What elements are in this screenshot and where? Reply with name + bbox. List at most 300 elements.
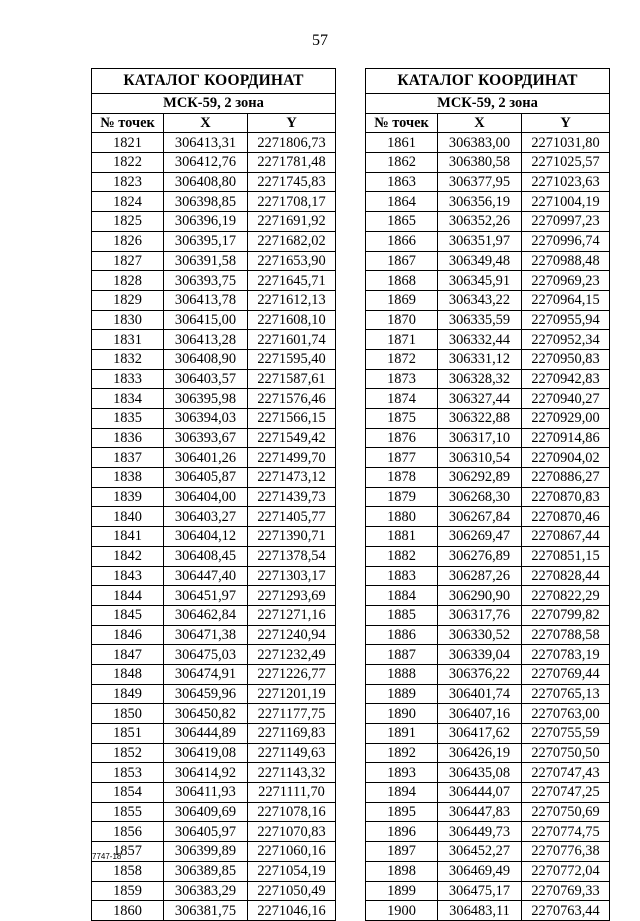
point-number-cell: 1882	[366, 546, 438, 566]
table-row	[92, 664, 336, 684]
y-coordinate-cell: 2270776,38	[522, 842, 610, 862]
table-row	[366, 349, 610, 369]
point-number-cell: 1821	[92, 133, 164, 153]
y-coordinate-cell: 2270955,94	[522, 310, 610, 330]
point-number-cell: 1848	[92, 664, 164, 684]
x-coordinate-cell: 306393,67	[164, 428, 248, 448]
y-coordinate-cell: 2270750,50	[522, 743, 610, 763]
column-header-y: Y	[248, 113, 336, 133]
table-row	[92, 389, 336, 409]
x-coordinate-cell: 306451,97	[164, 586, 248, 606]
y-coordinate-cell: 2271499,70	[248, 448, 336, 468]
point-number-cell: 1886	[366, 625, 438, 645]
table-row	[366, 389, 610, 409]
table-row	[366, 822, 610, 842]
point-number-cell: 1888	[366, 664, 438, 684]
x-coordinate-cell: 306405,87	[164, 468, 248, 488]
point-number-cell: 1880	[366, 507, 438, 527]
point-number-cell: 1891	[366, 724, 438, 744]
point-number-cell: 1859	[92, 881, 164, 901]
y-coordinate-cell: 2271025,57	[522, 153, 610, 173]
y-coordinate-cell: 2270772,04	[522, 861, 610, 881]
point-number-cell: 1871	[366, 330, 438, 350]
table-row	[366, 566, 610, 586]
point-number-cell: 1838	[92, 468, 164, 488]
table-row	[92, 546, 336, 566]
point-number-cell: 1839	[92, 487, 164, 507]
table-row	[92, 330, 336, 350]
x-coordinate-cell: 306317,10	[438, 428, 522, 448]
x-coordinate-cell: 306352,26	[438, 212, 522, 232]
x-coordinate-cell: 306330,52	[438, 625, 522, 645]
point-number-cell: 1836	[92, 428, 164, 448]
y-coordinate-cell: 2271031,80	[522, 133, 610, 153]
y-coordinate-cell: 2271601,74	[248, 330, 336, 350]
point-number-cell: 1896	[366, 822, 438, 842]
coordinate-catalog-table-right	[365, 68, 610, 921]
x-coordinate-cell: 306276,89	[438, 546, 522, 566]
y-coordinate-cell: 2271473,12	[248, 468, 336, 488]
y-coordinate-cell: 2271595,40	[248, 349, 336, 369]
point-number-cell: 1850	[92, 704, 164, 724]
point-number-cell: 1894	[366, 783, 438, 803]
point-number-cell: 1834	[92, 389, 164, 409]
y-coordinate-cell: 2271378,54	[248, 546, 336, 566]
y-coordinate-cell: 2271169,83	[248, 724, 336, 744]
y-coordinate-cell: 2271612,13	[248, 290, 336, 310]
point-number-cell: 1822	[92, 153, 164, 173]
table-row	[366, 802, 610, 822]
table-row	[366, 586, 610, 606]
y-coordinate-cell: 2271201,19	[248, 684, 336, 704]
y-coordinate-cell: 2270799,82	[522, 605, 610, 625]
table-row	[366, 487, 610, 507]
table-row	[92, 448, 336, 468]
y-coordinate-cell: 2271111,70	[248, 783, 336, 803]
y-coordinate-cell: 2271271,16	[248, 605, 336, 625]
table-row	[92, 468, 336, 488]
y-coordinate-cell: 2270851,15	[522, 546, 610, 566]
point-number-cell: 1892	[366, 743, 438, 763]
y-coordinate-cell: 2270950,83	[522, 349, 610, 369]
x-coordinate-cell: 306412,76	[164, 153, 248, 173]
y-coordinate-cell: 2271708,17	[248, 192, 336, 212]
y-coordinate-cell: 2270774,75	[522, 822, 610, 842]
y-coordinate-cell: 2270969,23	[522, 271, 610, 291]
column-header-x: X	[438, 113, 522, 133]
point-number-cell: 1851	[92, 724, 164, 744]
table-row	[366, 369, 610, 389]
table-row	[366, 290, 610, 310]
point-number-cell: 1866	[366, 231, 438, 251]
table-row	[92, 271, 336, 291]
table-row	[92, 704, 336, 724]
table-title: КАТАЛОГ КООРДИНАТ	[92, 69, 336, 94]
point-number-cell: 1893	[366, 763, 438, 783]
y-coordinate-cell: 2270763,44	[522, 901, 610, 921]
point-number-cell: 1853	[92, 763, 164, 783]
point-number-cell: 1828	[92, 271, 164, 291]
point-number-cell: 1879	[366, 487, 438, 507]
y-coordinate-cell: 2270788,58	[522, 625, 610, 645]
point-number-cell: 1863	[366, 172, 438, 192]
point-number-cell: 1889	[366, 684, 438, 704]
x-coordinate-cell: 306449,73	[438, 822, 522, 842]
x-coordinate-cell: 306345,91	[438, 271, 522, 291]
point-number-cell: 1875	[366, 409, 438, 429]
table-row	[92, 527, 336, 547]
x-coordinate-cell: 306475,03	[164, 645, 248, 665]
y-coordinate-cell: 2270750,69	[522, 802, 610, 822]
x-coordinate-cell: 306411,93	[164, 783, 248, 803]
y-coordinate-cell: 2271745,83	[248, 172, 336, 192]
x-coordinate-cell: 306322,88	[438, 409, 522, 429]
table-row	[366, 901, 610, 921]
point-number-cell: 1832	[92, 349, 164, 369]
x-coordinate-cell: 306389,85	[164, 861, 248, 881]
table-row	[92, 251, 336, 271]
point-number-cell: 1883	[366, 566, 438, 586]
table-row	[92, 822, 336, 842]
table-row	[366, 310, 610, 330]
x-coordinate-cell: 306267,84	[438, 507, 522, 527]
y-coordinate-cell: 2271645,71	[248, 271, 336, 291]
table-row	[92, 605, 336, 625]
y-coordinate-cell: 2270769,33	[522, 881, 610, 901]
y-coordinate-cell: 2270886,27	[522, 468, 610, 488]
point-number-cell: 1887	[366, 645, 438, 665]
y-coordinate-cell: 2271293,69	[248, 586, 336, 606]
x-coordinate-cell: 306317,76	[438, 605, 522, 625]
table-row	[92, 507, 336, 527]
point-number-cell: 1860	[92, 901, 164, 921]
y-coordinate-cell: 2271806,73	[248, 133, 336, 153]
y-coordinate-cell: 2271781,48	[248, 153, 336, 173]
y-coordinate-cell: 2270747,43	[522, 763, 610, 783]
x-coordinate-cell: 306401,74	[438, 684, 522, 704]
x-coordinate-cell: 306335,59	[438, 310, 522, 330]
x-coordinate-cell: 306404,12	[164, 527, 248, 547]
x-coordinate-cell: 306290,90	[438, 586, 522, 606]
x-coordinate-cell: 306398,85	[164, 192, 248, 212]
x-coordinate-cell: 306417,62	[438, 724, 522, 744]
y-coordinate-cell: 2271549,42	[248, 428, 336, 448]
y-coordinate-cell: 2270867,44	[522, 527, 610, 547]
y-coordinate-cell: 2270747,25	[522, 783, 610, 803]
x-coordinate-cell: 306413,31	[164, 133, 248, 153]
table-row	[92, 172, 336, 192]
point-number-cell: 1885	[366, 605, 438, 625]
y-coordinate-cell: 2271078,16	[248, 802, 336, 822]
point-number-cell: 1876	[366, 428, 438, 448]
point-number-cell: 1881	[366, 527, 438, 547]
column-header-x: X	[164, 113, 248, 133]
table-row	[92, 310, 336, 330]
table-row	[92, 842, 336, 862]
x-coordinate-cell: 306399,89	[164, 842, 248, 862]
table-row	[92, 724, 336, 744]
y-coordinate-cell: 2271390,71	[248, 527, 336, 547]
x-coordinate-cell: 306395,98	[164, 389, 248, 409]
x-coordinate-cell: 306383,00	[438, 133, 522, 153]
y-coordinate-cell: 2270870,83	[522, 487, 610, 507]
table-row	[366, 133, 610, 153]
y-coordinate-cell: 2270964,15	[522, 290, 610, 310]
point-number-cell: 1900	[366, 901, 438, 921]
table-row	[366, 251, 610, 271]
table-row	[92, 349, 336, 369]
point-number-cell: 1873	[366, 369, 438, 389]
x-coordinate-cell: 306419,08	[164, 743, 248, 763]
table-row	[92, 861, 336, 881]
point-number-cell: 1877	[366, 448, 438, 468]
table-row	[366, 546, 610, 566]
y-coordinate-cell: 2271143,32	[248, 763, 336, 783]
table-row	[366, 507, 610, 527]
y-coordinate-cell: 2271023,63	[522, 172, 610, 192]
point-number-cell: 1835	[92, 409, 164, 429]
table-row	[92, 133, 336, 153]
table-row	[92, 901, 336, 921]
y-coordinate-cell: 2270904,02	[522, 448, 610, 468]
table-body	[92, 133, 336, 921]
document-code: 7747-18	[92, 852, 122, 861]
y-coordinate-cell: 2271691,92	[248, 212, 336, 232]
y-coordinate-cell: 2270783,19	[522, 645, 610, 665]
x-coordinate-cell: 306377,95	[438, 172, 522, 192]
y-coordinate-cell: 2271177,75	[248, 704, 336, 724]
coordinate-catalog-table-left	[91, 68, 336, 921]
point-number-cell: 1868	[366, 271, 438, 291]
point-number-cell: 1878	[366, 468, 438, 488]
y-coordinate-cell: 2271576,46	[248, 389, 336, 409]
x-coordinate-cell: 306475,17	[438, 881, 522, 901]
y-coordinate-cell: 2271566,15	[248, 409, 336, 429]
y-coordinate-cell: 2271046,16	[248, 901, 336, 921]
table-row	[92, 802, 336, 822]
table-row	[92, 487, 336, 507]
x-coordinate-cell: 306435,08	[438, 763, 522, 783]
table-row	[366, 724, 610, 744]
table-row	[366, 212, 610, 232]
point-number-cell: 1849	[92, 684, 164, 704]
table-subtitle: МСК-59, 2 зона	[366, 94, 610, 114]
point-number-cell: 1846	[92, 625, 164, 645]
point-number-cell: 1869	[366, 290, 438, 310]
point-number-cell: 1844	[92, 586, 164, 606]
table-subtitle: МСК-59, 2 зона	[92, 94, 336, 114]
y-coordinate-cell: 2271439,73	[248, 487, 336, 507]
y-coordinate-cell: 2271050,49	[248, 881, 336, 901]
table-row	[366, 743, 610, 763]
x-coordinate-cell: 306459,96	[164, 684, 248, 704]
table-row	[366, 664, 610, 684]
table-row	[366, 428, 610, 448]
x-coordinate-cell: 306483,11	[438, 901, 522, 921]
point-number-cell: 1864	[366, 192, 438, 212]
point-number-cell: 1872	[366, 349, 438, 369]
x-coordinate-cell: 306394,03	[164, 409, 248, 429]
y-coordinate-cell: 2271149,63	[248, 743, 336, 763]
y-coordinate-cell: 2270870,46	[522, 507, 610, 527]
table-row	[92, 212, 336, 232]
x-coordinate-cell: 306391,58	[164, 251, 248, 271]
table-row	[92, 763, 336, 783]
table-row	[366, 172, 610, 192]
y-coordinate-cell: 2270996,74	[522, 231, 610, 251]
point-number-cell: 1852	[92, 743, 164, 763]
table-row	[366, 704, 610, 724]
table-row	[366, 625, 610, 645]
point-number-cell: 1823	[92, 172, 164, 192]
table-row	[92, 743, 336, 763]
point-number-cell: 1895	[366, 802, 438, 822]
table-row	[366, 527, 610, 547]
table-row	[92, 369, 336, 389]
table-row	[366, 783, 610, 803]
x-coordinate-cell: 306444,89	[164, 724, 248, 744]
y-coordinate-cell: 2271587,61	[248, 369, 336, 389]
point-number-cell: 1897	[366, 842, 438, 862]
y-coordinate-cell: 2270828,44	[522, 566, 610, 586]
x-coordinate-cell: 306403,57	[164, 369, 248, 389]
x-coordinate-cell: 306380,58	[438, 153, 522, 173]
x-coordinate-cell: 306404,00	[164, 487, 248, 507]
x-coordinate-cell: 306414,92	[164, 763, 248, 783]
x-coordinate-cell: 306447,40	[164, 566, 248, 586]
x-coordinate-cell: 306268,30	[438, 487, 522, 507]
table-row	[366, 231, 610, 251]
table-row	[366, 448, 610, 468]
point-number-cell: 1884	[366, 586, 438, 606]
table-row	[366, 409, 610, 429]
y-coordinate-cell: 2271226,77	[248, 664, 336, 684]
y-coordinate-cell: 2271060,16	[248, 842, 336, 862]
x-coordinate-cell: 306444,07	[438, 783, 522, 803]
x-coordinate-cell: 306376,22	[438, 664, 522, 684]
y-coordinate-cell: 2270769,44	[522, 664, 610, 684]
table-row	[366, 468, 610, 488]
x-coordinate-cell: 306356,19	[438, 192, 522, 212]
x-coordinate-cell: 306332,44	[438, 330, 522, 350]
y-coordinate-cell: 2270763,00	[522, 704, 610, 724]
point-number-cell: 1843	[92, 566, 164, 586]
table-row	[366, 881, 610, 901]
point-number-cell: 1898	[366, 861, 438, 881]
y-coordinate-cell: 2271070,83	[248, 822, 336, 842]
point-number-cell: 1841	[92, 527, 164, 547]
x-coordinate-cell: 306328,32	[438, 369, 522, 389]
x-coordinate-cell: 306269,47	[438, 527, 522, 547]
table-row	[92, 566, 336, 586]
x-coordinate-cell: 306409,69	[164, 802, 248, 822]
point-number-cell: 1837	[92, 448, 164, 468]
point-number-cell: 1857	[92, 842, 164, 862]
point-number-cell: 1824	[92, 192, 164, 212]
point-number-cell: 1890	[366, 704, 438, 724]
x-coordinate-cell: 306408,80	[164, 172, 248, 192]
x-coordinate-cell: 306405,97	[164, 822, 248, 842]
x-coordinate-cell: 306349,48	[438, 251, 522, 271]
point-number-cell: 1854	[92, 783, 164, 803]
y-coordinate-cell: 2270914,86	[522, 428, 610, 448]
point-number-cell: 1826	[92, 231, 164, 251]
x-coordinate-cell: 306331,12	[438, 349, 522, 369]
point-number-cell: 1831	[92, 330, 164, 350]
table-row	[92, 290, 336, 310]
point-number-cell: 1830	[92, 310, 164, 330]
point-number-cell: 1899	[366, 881, 438, 901]
y-coordinate-cell: 2270940,27	[522, 389, 610, 409]
table-row	[366, 330, 610, 350]
point-number-cell: 1827	[92, 251, 164, 271]
point-number-cell: 1862	[366, 153, 438, 173]
y-coordinate-cell: 2271303,17	[248, 566, 336, 586]
y-coordinate-cell: 2271608,10	[248, 310, 336, 330]
point-number-cell: 1855	[92, 802, 164, 822]
y-coordinate-cell: 2271653,90	[248, 251, 336, 271]
x-coordinate-cell: 306408,45	[164, 546, 248, 566]
column-header-point-number: № точек	[92, 113, 164, 133]
x-coordinate-cell: 306471,38	[164, 625, 248, 645]
y-coordinate-cell: 2271240,94	[248, 625, 336, 645]
point-number-cell: 1858	[92, 861, 164, 881]
point-number-cell: 1847	[92, 645, 164, 665]
x-coordinate-cell: 306339,04	[438, 645, 522, 665]
x-coordinate-cell: 306343,22	[438, 290, 522, 310]
point-number-cell: 1845	[92, 605, 164, 625]
point-number-cell: 1840	[92, 507, 164, 527]
y-coordinate-cell: 2271232,49	[248, 645, 336, 665]
y-coordinate-cell: 2270952,34	[522, 330, 610, 350]
point-number-cell: 1861	[366, 133, 438, 153]
point-number-cell: 1856	[92, 822, 164, 842]
x-coordinate-cell: 306395,17	[164, 231, 248, 251]
x-coordinate-cell: 306452,27	[438, 842, 522, 862]
point-number-cell: 1867	[366, 251, 438, 271]
table-row	[92, 409, 336, 429]
point-number-cell: 1833	[92, 369, 164, 389]
column-header-y: Y	[522, 113, 610, 133]
y-coordinate-cell: 2270822,29	[522, 586, 610, 606]
table-row	[92, 783, 336, 803]
table-row	[92, 881, 336, 901]
y-coordinate-cell: 2270942,83	[522, 369, 610, 389]
table-row	[366, 153, 610, 173]
x-coordinate-cell: 306408,90	[164, 349, 248, 369]
table-row	[366, 763, 610, 783]
y-coordinate-cell: 2270997,23	[522, 212, 610, 232]
column-header-point-number: № точек	[366, 113, 438, 133]
table-row	[92, 231, 336, 251]
x-coordinate-cell: 306396,19	[164, 212, 248, 232]
x-coordinate-cell: 306462,84	[164, 605, 248, 625]
y-coordinate-cell: 2271004,19	[522, 192, 610, 212]
x-coordinate-cell: 306403,27	[164, 507, 248, 527]
table-row	[366, 271, 610, 291]
x-coordinate-cell: 306474,91	[164, 664, 248, 684]
x-coordinate-cell: 306401,26	[164, 448, 248, 468]
page-number: 57	[312, 32, 328, 49]
point-number-cell: 1874	[366, 389, 438, 409]
y-coordinate-cell: 2270988,48	[522, 251, 610, 271]
x-coordinate-cell: 306327,44	[438, 389, 522, 409]
y-coordinate-cell: 2271682,02	[248, 231, 336, 251]
table-body	[366, 133, 610, 921]
table-row	[92, 192, 336, 212]
point-number-cell: 1842	[92, 546, 164, 566]
table-row	[366, 684, 610, 704]
